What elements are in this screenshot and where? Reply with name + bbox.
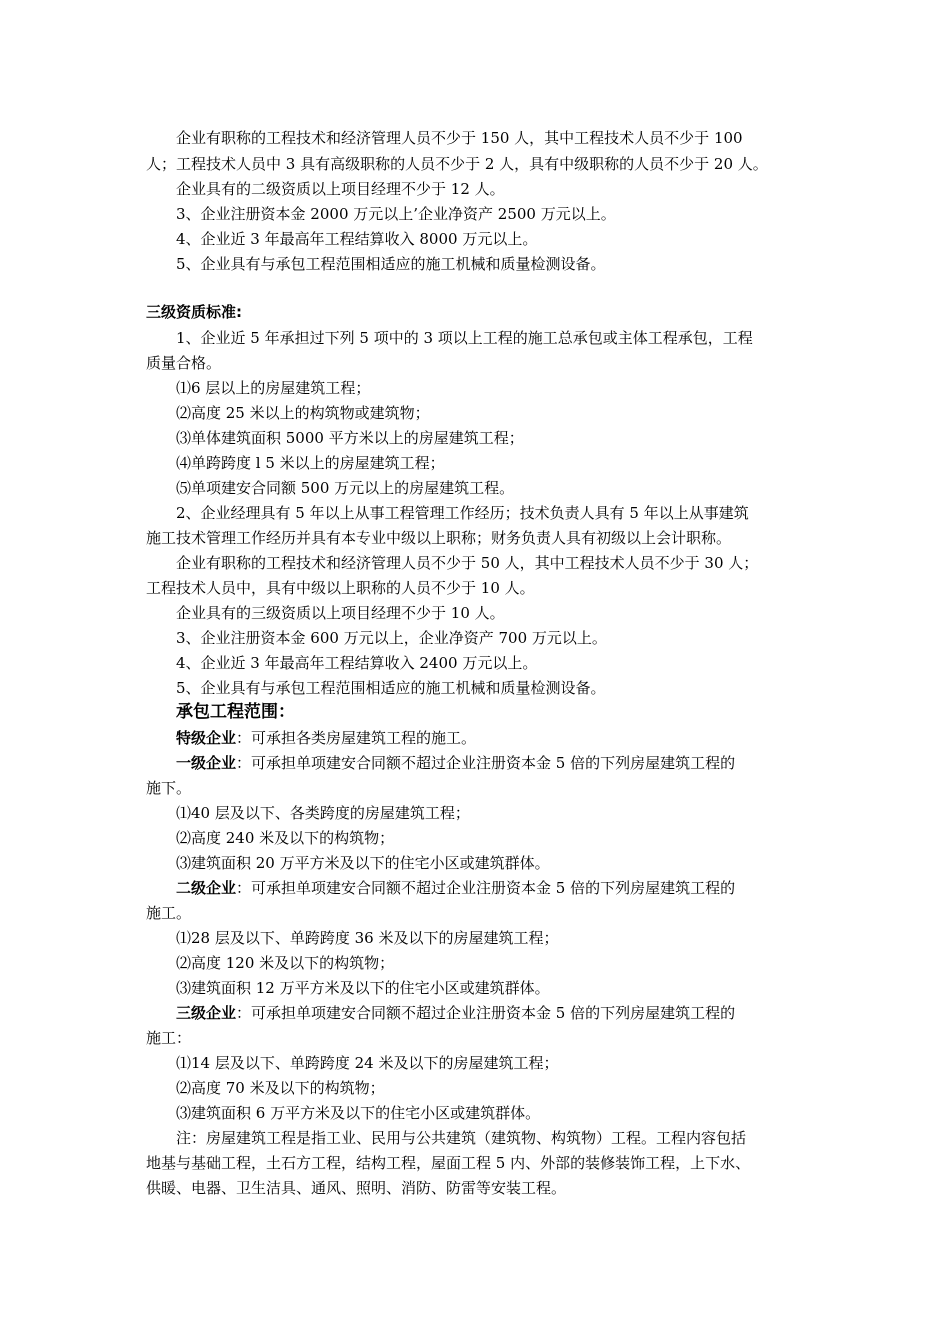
paragraph-line — [176, 753, 735, 773]
paragraph-line: 企业具有的三级资质以上项目经理不少于 10 人。 — [176, 604, 505, 622]
note-line: 供暖、电器、卫生洁具、通风、照明、消防、防雷等安装工程。 — [146, 1179, 567, 1197]
paragraph-line: 企业具有的二级资质以上项目经理不少于 12 人。 — [176, 180, 505, 198]
paragraph-line: 施下。 — [146, 779, 192, 797]
grade-text: ：可承担单项建安合同额不超过企业注册资本金 5 倍的下列房屋建筑工程的 — [236, 754, 736, 772]
list-item: ⑶建筑面积 6 万平方米及以下的住宅小区或建筑群体。 — [176, 1104, 541, 1122]
note-line: 注：房屋建筑工程是指工业、民用与公共建筑（建筑物、构筑物）工程。工程内容包括 — [176, 1129, 747, 1147]
list-item: ⑴40 层及以下、各类跨度的房屋建筑工程； — [176, 804, 470, 822]
paragraph-line: 2、企业经理具有 5 年以上从事工程管理工作经历；技术负责人具有 5 年以上从事建筑 — [176, 504, 749, 522]
paragraph-line — [176, 1003, 735, 1023]
grade-label: 特级企业 — [176, 729, 237, 747]
paragraph-line: 质量合格。 — [146, 354, 222, 372]
paragraph-line — [176, 728, 476, 748]
paragraph-line — [176, 878, 735, 898]
list-item: ⑶建筑面积 12 万平方米及以下的住宅小区或建筑群体。 — [176, 979, 550, 997]
paragraph-line: 1、企业近 5 年承担过下列 5 项中的 3 项以上工程的施工总承包或主体工程承包，工程 — [176, 329, 753, 347]
list-item: ⑴28 层及以下、单跨跨度 36 米及以下的房屋建筑工程； — [176, 929, 559, 947]
paragraph-line: 4、企业近 3 年最高年工程结算收入 2400 万元以上。 — [176, 654, 538, 672]
paragraph-line: 施工技术管理工作经历并具有本专业中级以上职称；财务负责人具有初级以上会计职称。 — [146, 529, 732, 547]
grade-text: ：可承担单项建安合同额不超过企业注册资本金 5 倍的下列房屋建筑工程的 — [236, 879, 736, 897]
list-item: ⑷单跨跨度 l 5 米以上的房屋建筑工程； — [176, 454, 445, 472]
paragraph-line: 3、企业注册资本金 600 万元以上，企业净资产 700 万元以上。 — [176, 629, 607, 647]
paragraph-line: 工程技术人员中，具有中级以上职称的人员不少于 10 人。 — [146, 579, 535, 597]
paragraph-line: 5、企业具有与承包工程范围相适应的施工机械和质量检测设备。 — [176, 679, 606, 697]
grade-label: 二级企业 — [176, 879, 237, 897]
list-item: ⑵高度 70 米及以下的构筑物； — [176, 1079, 385, 1097]
list-item: ⑸单项建安合同额 500 万元以上的房屋建筑工程。 — [176, 479, 515, 497]
list-item: ⑵高度 120 米及以下的构筑物； — [176, 954, 395, 972]
grade-text: ：可承担各类房屋建筑工程的施工。 — [236, 729, 477, 747]
grade-text: ：可承担单项建安合同额不超过企业注册资本金 5 倍的下列房屋建筑工程的 — [236, 1004, 736, 1022]
list-item: ⑴14 层及以下、单跨跨度 24 米及以下的房屋建筑工程； — [176, 1054, 559, 1072]
paragraph-line: 企业有职称的工程技术和经济管理人员不少于 150 人，其中工程技术人员不少于 100 — [176, 129, 743, 147]
paragraph-line: 施工。 — [146, 904, 192, 922]
list-item: ⑶建筑面积 20 万平方米及以下的住宅小区或建筑群体。 — [176, 854, 550, 872]
paragraph-line: 企业有职称的工程技术和经济管理人员不少于 50 人，其中工程技术人员不少于 30 人； — [176, 554, 759, 572]
list-item: ⑶单体建筑面积 5000 平方米以上的房屋建筑工程； — [176, 429, 524, 447]
paragraph-line: 5、企业具有与承包工程范围相适应的施工机械和质量检测设备。 — [176, 255, 606, 273]
paragraph-line: 人；工程技术人员中 3 具有高级职称的人员不少于 2 人，具有中级职称的人员不少于 20 人。 — [146, 155, 768, 173]
list-item: ⑵高度 240 米及以下的构筑物； — [176, 829, 395, 847]
list-item: ⑴6 层以上的房屋建筑工程； — [176, 379, 371, 397]
paragraph-line: 施工： — [146, 1029, 192, 1047]
grade-label: 一级企业 — [176, 754, 237, 772]
paragraph-line: 4、企业近 3 年最高年工程结算收入 8000 万元以上。 — [176, 230, 538, 248]
list-item: ⑵高度 25 米以上的构筑物或建筑物； — [176, 404, 430, 422]
grade-label: 三级企业 — [176, 1004, 237, 1022]
paragraph-line: 3、企业注册资本金 2000 万元以上’企业净资产 2500 万元以上。 — [176, 205, 616, 223]
section-heading: 承包工程范围： — [176, 702, 295, 722]
section-heading: 三级资质标准: — [146, 303, 242, 321]
note-line: 地基与基础工程，土石方工程，结构工程，屋面工程 5 内、外部的装修装饰工程，上下水、 — [146, 1154, 751, 1172]
